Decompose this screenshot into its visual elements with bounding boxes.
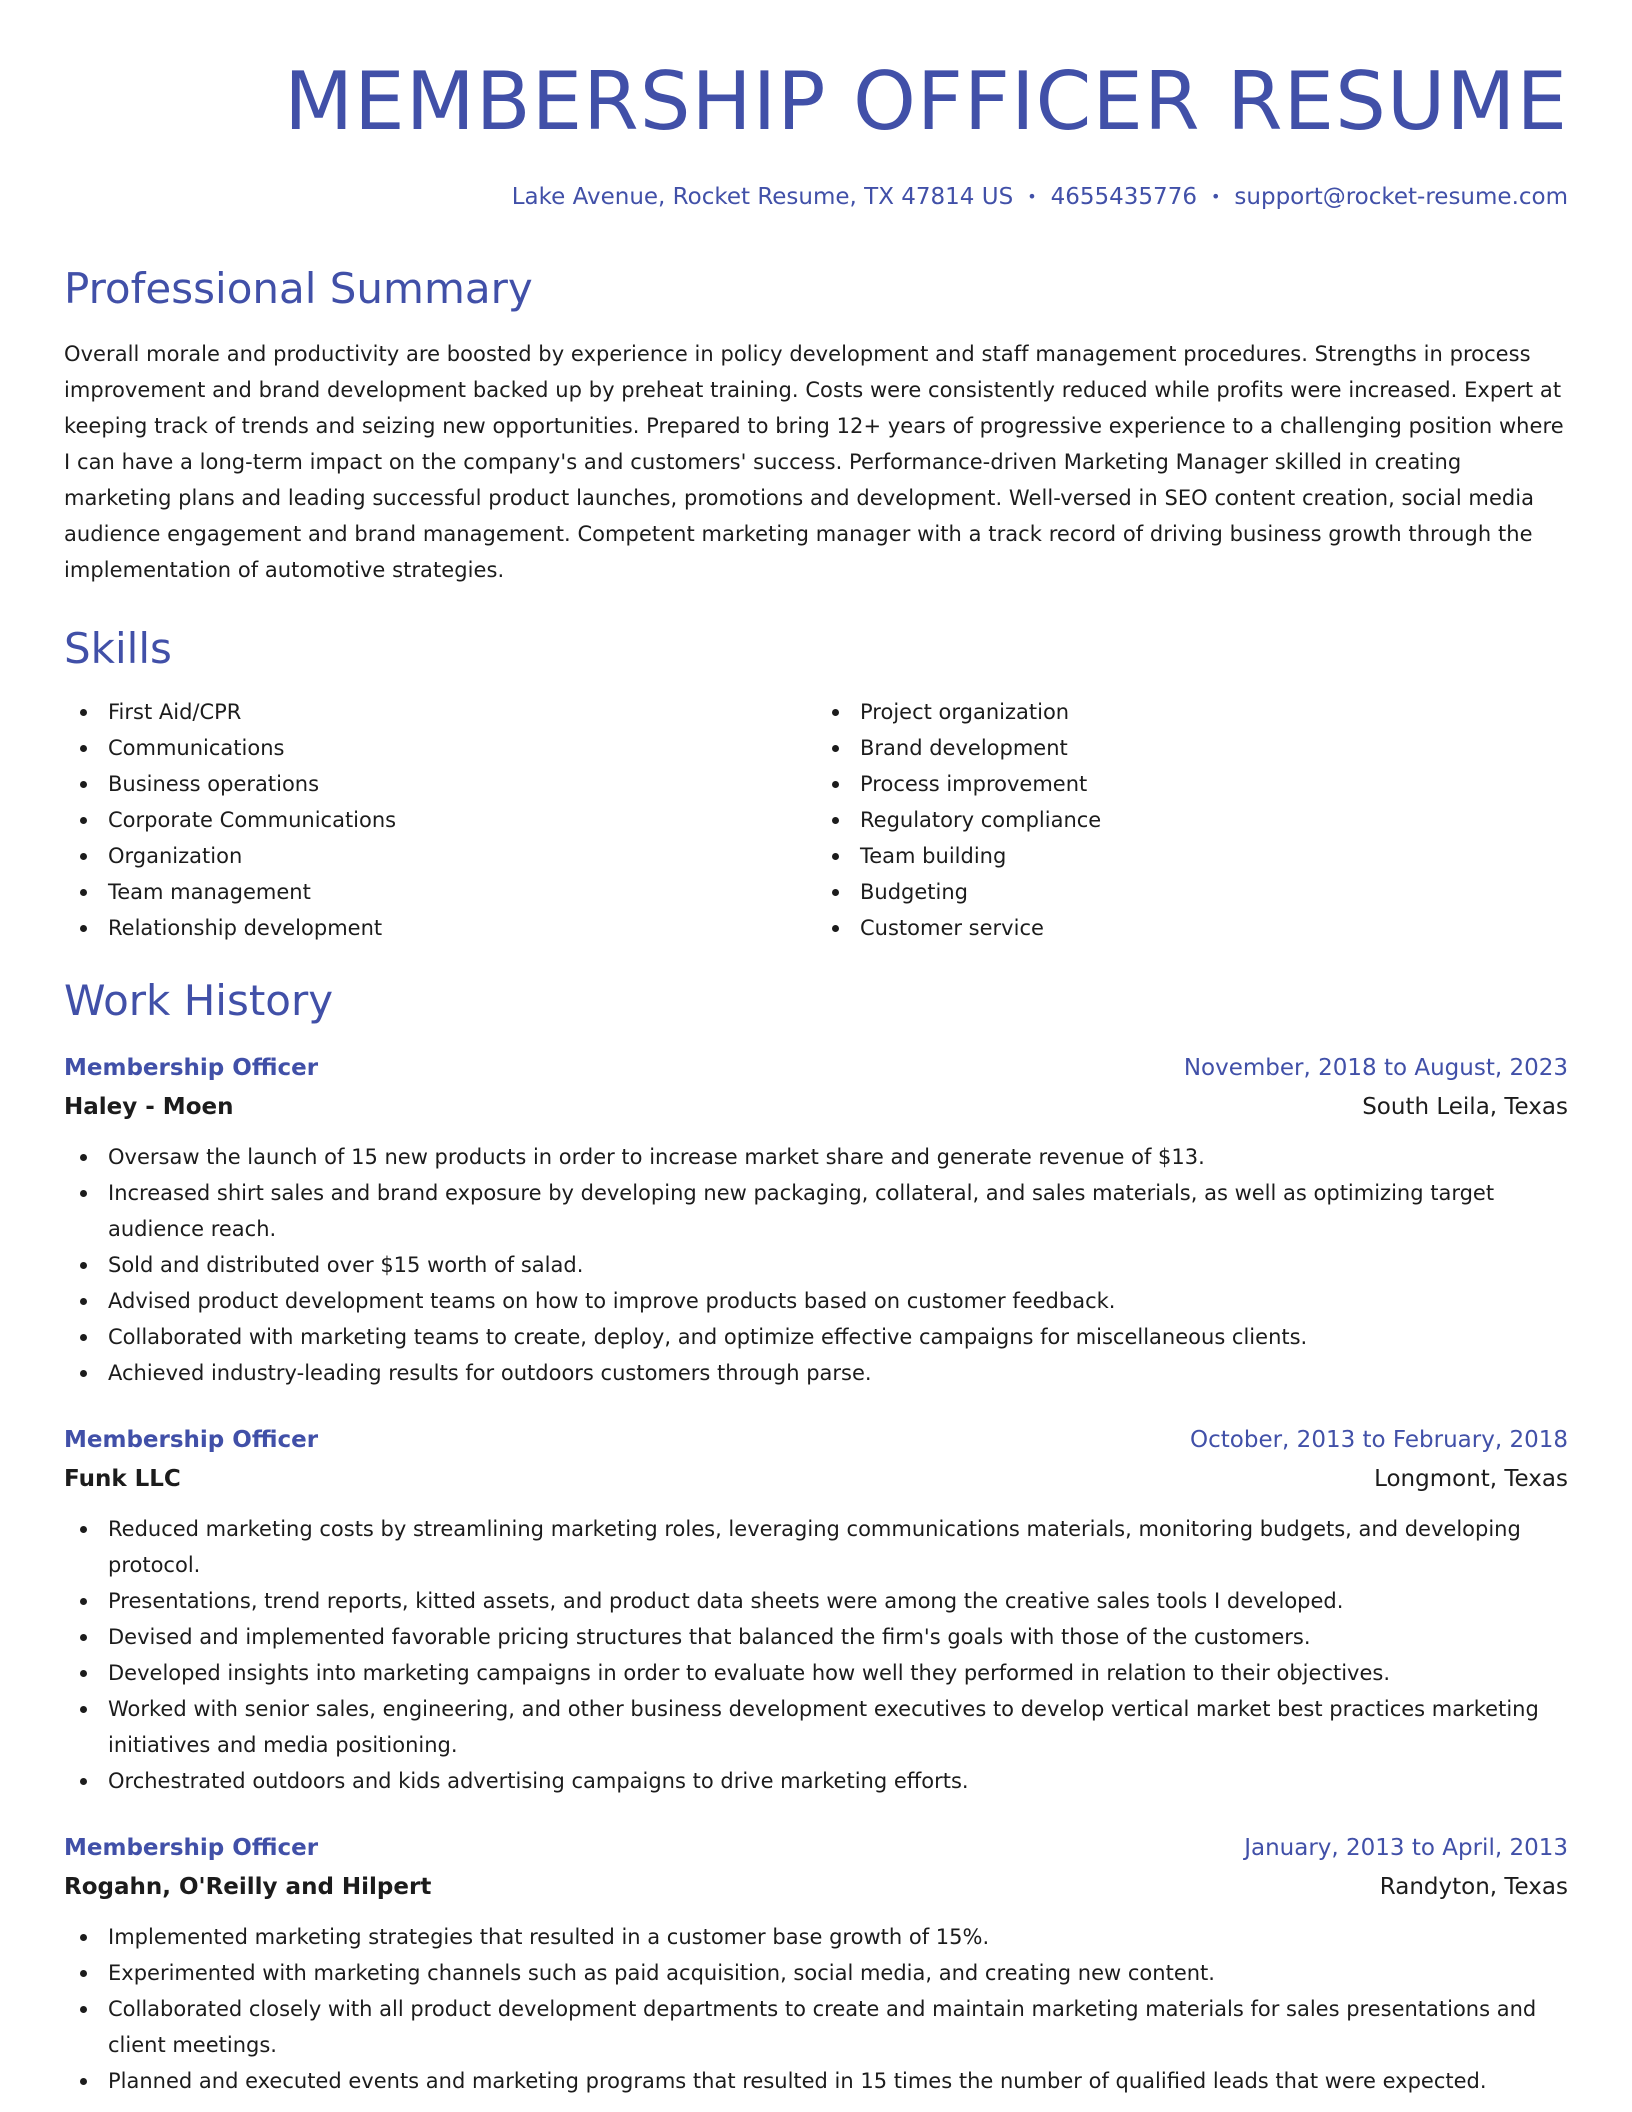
skills-column-left bbox=[64, 694, 816, 946]
skill-item: Process improvement bbox=[816, 766, 1568, 802]
job-company: Haley - Moen bbox=[64, 1093, 234, 1120]
job-bullet: Reduced marketing costs by streamlining marketing roles, leveraging communications materials, monitoring budgets, and developing protocol. bbox=[64, 1511, 1568, 1583]
job-bullet: Increased shirt sales and brand exposure by developing new packaging, collateral, and sales materials, as well as optimizing target audience reach. bbox=[64, 1175, 1568, 1247]
skill-item: Corporate Communications bbox=[64, 802, 816, 838]
skill-item: Brand development bbox=[816, 730, 1568, 766]
job-bullet: Orchestrated outdoors and kids advertising campaigns to drive marketing efforts. bbox=[64, 1763, 1568, 1799]
job-location: Randyton, Texas bbox=[1379, 1873, 1568, 1900]
skill-item: Organization bbox=[64, 838, 816, 874]
job-header bbox=[64, 1829, 1568, 1867]
job-title: Membership Officer bbox=[64, 1426, 319, 1453]
contact-line bbox=[64, 184, 1568, 212]
skill-item: First Aid/CPR bbox=[64, 694, 816, 730]
job-title: Membership Officer bbox=[64, 1054, 319, 1081]
job-title: Membership Officer bbox=[64, 1834, 319, 1861]
resume-name: MEMBERSHIP OFFICER RESUME bbox=[284, 55, 1568, 148]
job-bullet: Presentations, trend reports, kitted assets, and product data sheets were among the creative sales tools I developed. bbox=[64, 1583, 1568, 1619]
job-subheader bbox=[64, 1867, 1568, 1907]
job-entry bbox=[64, 1829, 1568, 2099]
contact-address: Lake Avenue, Rocket Resume, TX 47814 US bbox=[511, 184, 1014, 210]
skills-column-right bbox=[816, 694, 1568, 946]
job-bullet: Collaborated closely with all product development departments to create and maintain marketing materials for sales presentations and client meetings. bbox=[64, 1991, 1568, 2063]
job-subheader bbox=[64, 1087, 1568, 1127]
job-entry bbox=[64, 1049, 1568, 1391]
job-header bbox=[64, 1049, 1568, 1087]
skill-item: Relationship development bbox=[64, 910, 816, 946]
job-bullet: Experimented with marketing channels such as paid acquisition, social media, and creating new content. bbox=[64, 1955, 1568, 1991]
job-entry bbox=[64, 1421, 1568, 1799]
job-bullets bbox=[64, 1919, 1568, 2099]
job-company: Funk LLC bbox=[64, 1465, 181, 1492]
job-location: South Leila, Texas bbox=[1362, 1093, 1568, 1120]
job-bullet: Devised and implemented favorable pricing structures that balanced the firm's goals with those of the customers. bbox=[64, 1619, 1568, 1655]
job-bullet: Achieved industry-leading results for outdoors customers through parse. bbox=[64, 1355, 1568, 1391]
job-bullets bbox=[64, 1511, 1568, 1799]
job-dates: October, 2013 to February, 2018 bbox=[1190, 1426, 1568, 1453]
work-history-heading: Work History bbox=[64, 976, 334, 1026]
job-bullet: Worked with senior sales, engineering, and other business development executives to develop vertical market best practices marketing initiatives and media positioning. bbox=[64, 1691, 1568, 1763]
job-dates: January, 2013 to April, 2013 bbox=[1244, 1834, 1568, 1861]
job-bullets bbox=[64, 1139, 1568, 1391]
job-bullet: Sold and distributed over $15 worth of salad. bbox=[64, 1247, 1568, 1283]
job-bullet: Developed insights into marketing campaigns in order to evaluate how well they performed in relation to their objectives. bbox=[64, 1655, 1568, 1691]
job-location: Longmont, Texas bbox=[1374, 1465, 1568, 1492]
summary-text: Overall morale and productivity are boosted by experience in policy development and staff management procedures. Strengths in process improvement and brand development backed up by preheat training. Costs were consistently reduced while profits were increased. Expert at keeping track of trends and seizing new opportunities. Prepared to bring 12+ years of progressive experience to a challenging position where I can have a long-term impact on the company's and customers' success. Performance-driven Marketing Manager skilled in creating marketing plans and leading successful product launches, promotions and development. Well-versed in SEO content creation, social media audience engagement and brand management. Competent marketing manager with a track record of driving business growth through the implementation of automotive strategies. bbox=[64, 341, 1564, 582]
job-bullet: Planned and executed events and marketing programs that resulted in 15 times the number of qualified leads that were expected. bbox=[64, 2063, 1568, 2099]
skills-heading: Skills bbox=[64, 623, 172, 673]
skill-item: Team management bbox=[64, 874, 816, 910]
job-bullet: Implemented marketing strategies that resulted in a customer base growth of 15%. bbox=[64, 1919, 1568, 1955]
skill-item: Regulatory compliance bbox=[816, 802, 1568, 838]
job-bullet: Advised product development teams on how to improve products based on customer feedback. bbox=[64, 1283, 1568, 1319]
job-company: Rogahn, O'Reilly and Hilpert bbox=[64, 1873, 432, 1900]
job-header bbox=[64, 1421, 1568, 1459]
contact-email: support@rocket-resume.com bbox=[1234, 184, 1568, 210]
skill-item: Team building bbox=[816, 838, 1568, 874]
skills-list bbox=[64, 694, 1568, 946]
skill-item: Customer service bbox=[816, 910, 1568, 946]
skill-item: Budgeting bbox=[816, 874, 1568, 910]
skill-item: Business operations bbox=[64, 766, 816, 802]
job-subheader bbox=[64, 1459, 1568, 1499]
job-bullet: Collaborated with marketing teams to create, deploy, and optimize effective campaigns for miscellaneous clients. bbox=[64, 1319, 1568, 1355]
contact-separator: • bbox=[1210, 187, 1221, 206]
job-dates: November, 2018 to August, 2023 bbox=[1183, 1054, 1568, 1081]
contact-phone: 4655435776 bbox=[1050, 184, 1197, 210]
contact-separator: • bbox=[1027, 187, 1037, 206]
summary-heading: Professional Summary bbox=[64, 263, 533, 313]
skill-item: Communications bbox=[64, 730, 816, 766]
skill-item: Project organization bbox=[816, 694, 1568, 730]
job-bullet: Oversaw the launch of 15 new products in order to increase market share and generate revenue of $13. bbox=[64, 1139, 1568, 1175]
